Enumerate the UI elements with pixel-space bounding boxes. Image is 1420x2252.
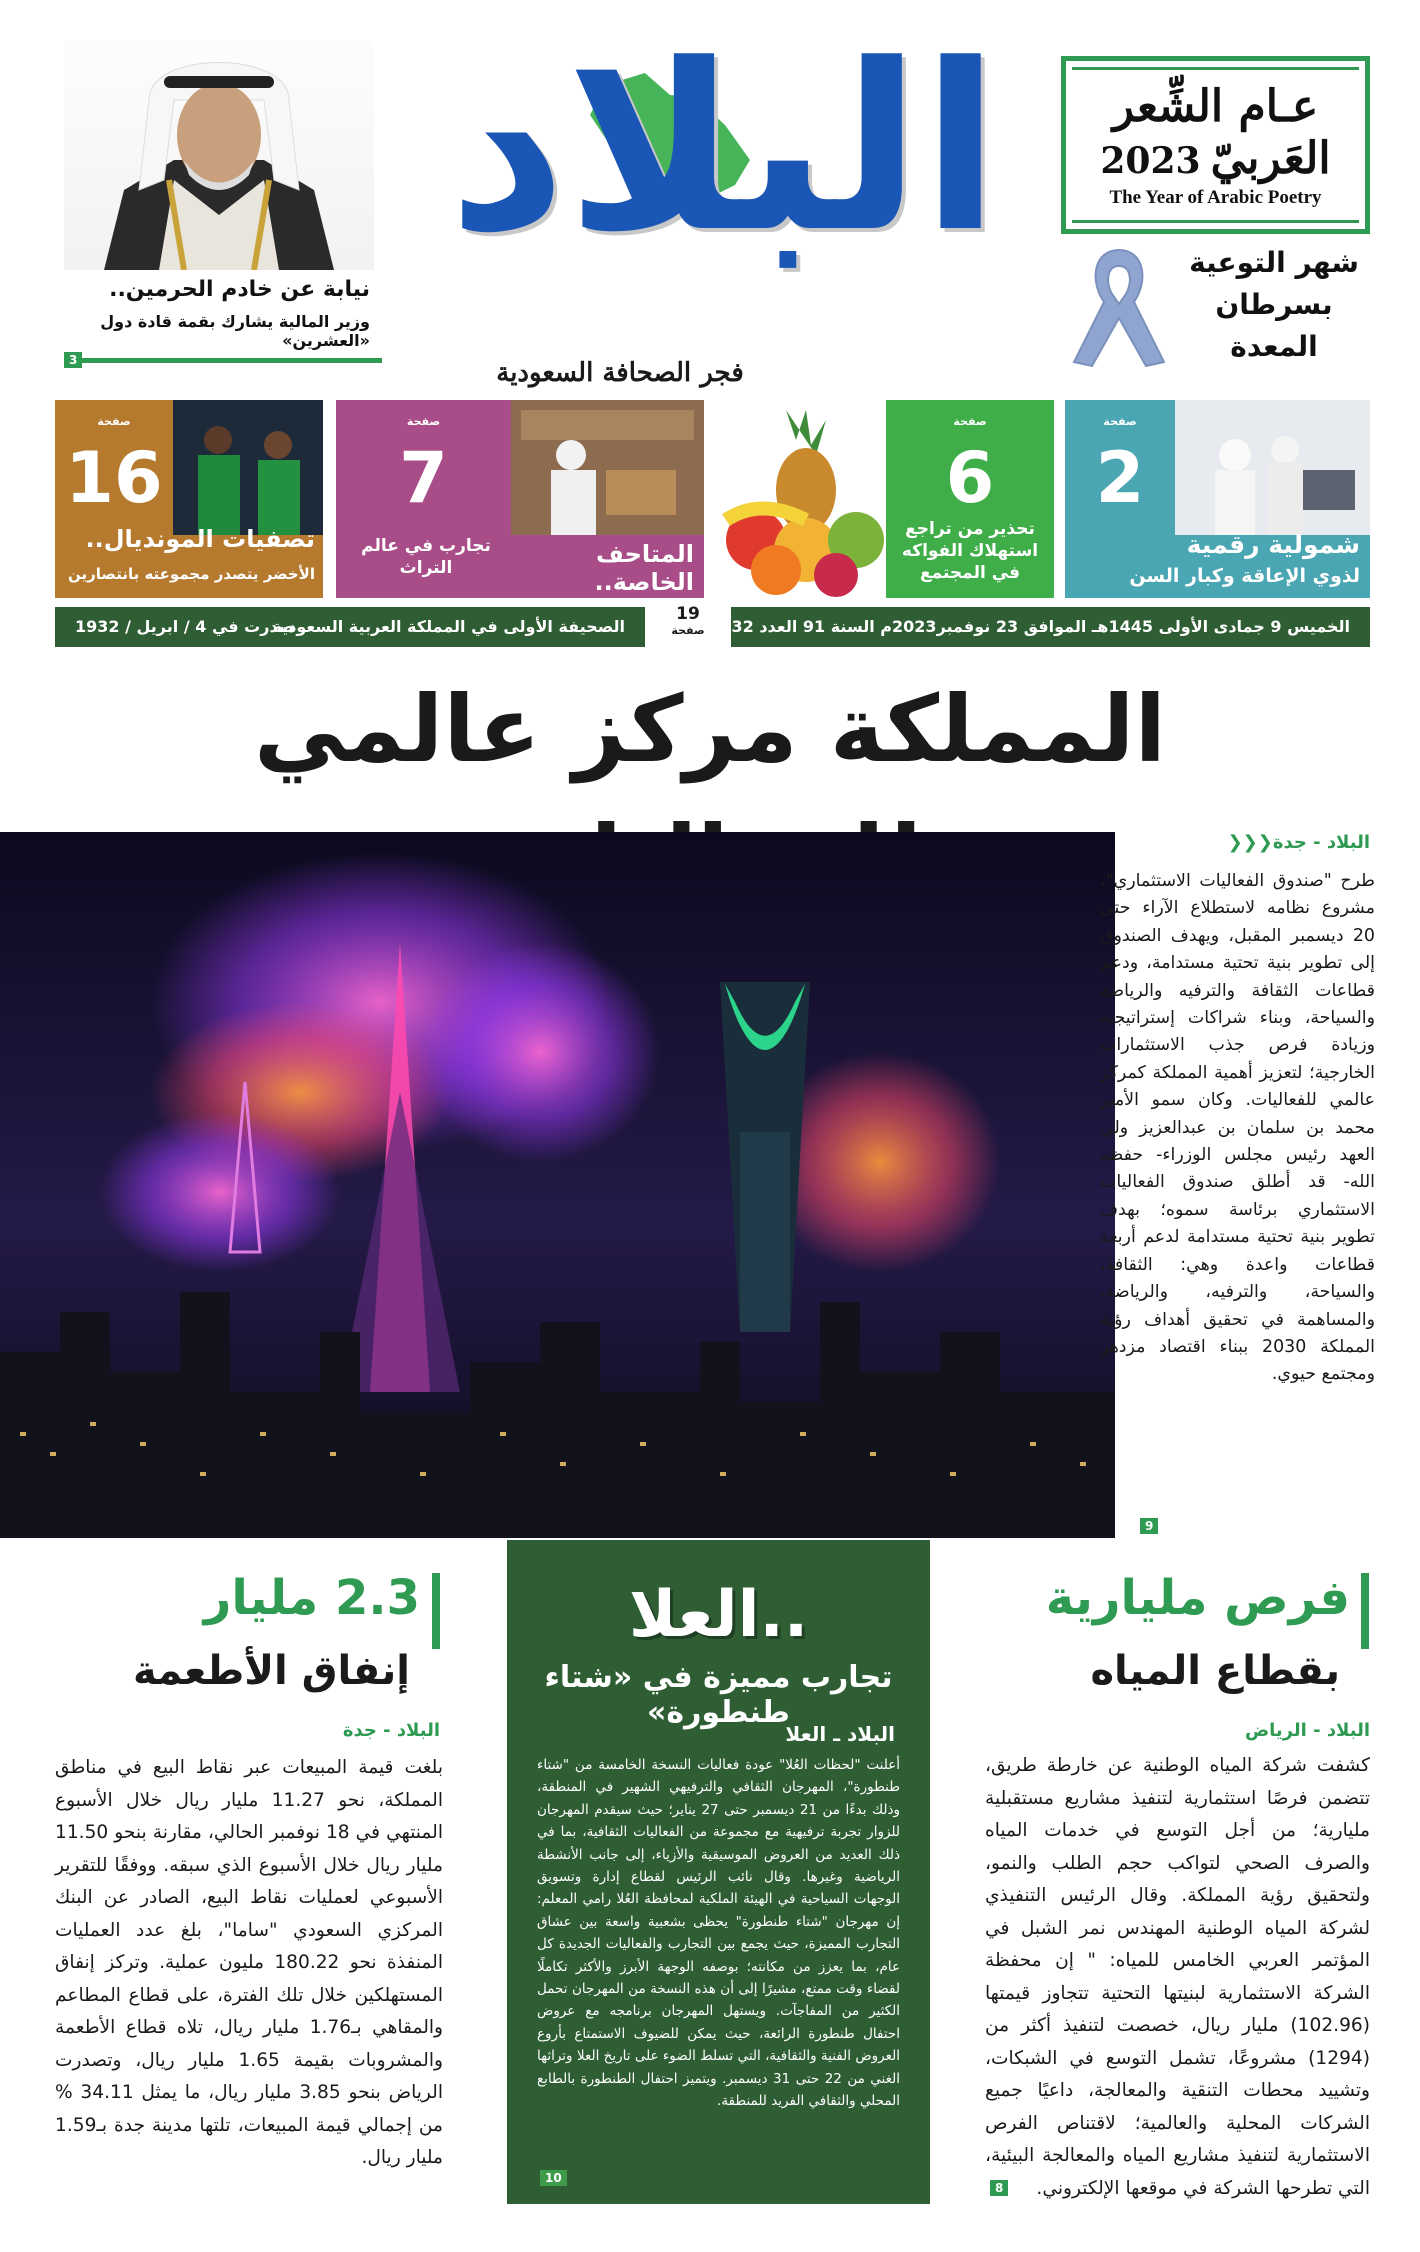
logo-tagline: فجر الصحافة السعودية — [496, 358, 744, 388]
alula-page-tag[interactable]: 10 — [540, 2170, 567, 2186]
alula-byline: البلاد ـ العلا — [785, 1722, 895, 1746]
teaser-photo — [716, 400, 886, 598]
issue-date-bar — [698, 607, 1370, 647]
teaser-green-panel: صفحة 6 تحذير من تراجع استهلاك الفواكه في المجتمع — [886, 400, 1054, 598]
main-article-body: طرح "صندوق الفعاليات الاستثماري"، مشروع نظامه لاستطلاع الآراء حتى 20 ديسمبر المقبل، ويهدف الصندوق إلى تطوير بنية تحتية مستدامة، ودعم قطاعات الثقافة والترفيه والرياضة والسياحة، وبناء شراكات إستراتيجية وزيادة فرص جذب الاستثمارات الخارجية؛ لتعزيز أهمية المملكة كمركز عالمي للفعاليات. وكان سمو الأمير محمد بن سلمان بن عبدالعزيز ولي العهد رئيس مجلس الوزراء- حفظه الله- قد أطلق صندوق الفعاليات الاستثماري برئاسة سموه؛ بهدف تطوير بنية تحتية مستدامة لدعم أربعة قطاعات واعدة وهي: الثقافة، والسياحة، والترفيه، والرياضة، والمساهمة في تحقيق أهداف رؤية المملكة 2030 ببناء اقتصاد مزدهر ومجتمع حيوي. — [1100, 871, 1375, 1385]
newspaper-logo[interactable] — [448, 16, 1020, 388]
food-accent-bar — [432, 1573, 440, 1649]
teaser-photo — [173, 400, 323, 535]
water-subtitle[interactable]: بقطاع المياه — [1090, 1648, 1340, 1694]
pages-count: 19 صفحة — [671, 604, 705, 637]
main-article-page-tag[interactable]: 9 — [1140, 1518, 1158, 1534]
teaser-subtitle: لذوي الإعاقة وكبار السن — [1129, 565, 1360, 587]
food-body: بلغت قيمة المبيعات عبر نقاط البيع في مناطق المملكة، نحو 11.27 مليار ريال خلال الأسبوع المنتهي في 18 نوفمبر الحالي، مقارنة بنحو 11.50 مليار ريال خلال الأسبوع الذي سبقه. ووفقًا للتقرير الأسبوعي لعمليات نقاط البيع، الصادر عن البنك المركزي السعودي "ساما"، بلغ عدد العمليات المنفذة نحو 180.22 مليون عملية. وتركز إنفاق المستهلكين خلال تلك الفترة، على قطاع المطاعم والمقاهي بـ1.76 مليار ريال، تلاه قطاع الأطعمة والمشروبات بقيمة 1.65 مليار ريال، وتصدرت الرياض بنحو 3.85 مليار ريال، ما يمثل 34.11 % من إجمالي قيمة المبيعات، تلتها مدينة جدة بـ1.59 مليار ريال. — [55, 1757, 444, 2168]
teaser-subtitle: تجارب في عالم التراث — [361, 536, 491, 578]
food-title[interactable]: 2.3 مليار — [203, 1570, 420, 1626]
teaser-world-cup-qualifiers[interactable] — [55, 400, 323, 598]
food-subtitle[interactable]: إنفاق الأطعمة — [132, 1648, 410, 1694]
king-page-tag[interactable]: 3 — [64, 352, 82, 368]
main-headline[interactable]: المملكة مركز عالمي — [254, 676, 1166, 783]
teaser-photo — [511, 400, 704, 535]
alula-title[interactable]: العلا.. — [628, 1578, 809, 1652]
teaser-title: المتاحف الخاصة.. — [594, 540, 694, 596]
teaser-private-museums[interactable] — [336, 400, 704, 598]
chevrons-icon: ❮❮❮ — [1227, 832, 1273, 853]
first-paper-label: الصحيفة الأولى في المملكة العربية السعودية — [272, 617, 625, 636]
king-divider — [64, 358, 382, 363]
food-byline: البلاد - جدة — [342, 1720, 440, 1741]
water-byline: البلاد - الرياض — [1244, 1720, 1370, 1741]
water-body: كشفت شركة المياه الوطنية عن خارطة طريق، تتضمن فرصًا استثمارية لتنفيذ مشاريع مستقبلية مليارية؛ من أجل التوسع في خدمات المياه والصرف الصحي لتواكب حجم الطلب والنمو، ولتحقيق رؤية المملكة. وقال الرئيس التنفيذي لشركة المياه الوطنية المهندس نمر الشبل في المؤتمر العربي الخامس للمياه: " إن محفظة الشركة الاستثمارية لبنيتها التحتية تتجاوز قيمتها (102.96) مليار ريال، خصصت لتنفيذ أكثر من (1294) مشروعًا، تشمل التوسع في الشبكات، وتشييد محطات التنقية والمعالجة، داعيًا جميع الشركات المحلية والعالمية؛ لاقتناص الفرص الاستثمارية لتنفيذ مشاريع المياه والمعالجة البيئية، التي تطرحها الشركة في موقعها الإلكتروني. — [985, 1755, 1370, 2199]
poetry-ar-line2: العَربيّ — [1210, 133, 1331, 184]
teaser-page-box: صفحة 2 — [1065, 400, 1175, 530]
alula-box — [507, 1540, 930, 2204]
teaser-subtitle: الأخضر يتصدر مجموعته بانتصارين — [68, 565, 315, 583]
king-caption-title[interactable]: نيابة عن خادم الحرمين.. — [109, 277, 370, 302]
teaser-page-number: 7 — [399, 437, 448, 519]
water-page-tag[interactable]: 8 — [990, 2180, 1008, 2196]
water-accent-bar — [1361, 1573, 1369, 1649]
king-caption-subtitle[interactable]: وزير المالية يشارك بقمة قادة دول «العشرين» — [100, 312, 370, 350]
founded-label: صدرت في 4 / ابريل / 1932 — [75, 617, 295, 636]
cancer-awareness — [1064, 240, 1374, 370]
alula-subtitle[interactable]: تجارب مميزة في «شتاء طنطورة» — [544, 1660, 893, 1730]
main-article-byline: البلاد - جدة❮❮❮ — [1227, 832, 1370, 853]
poetry-year: 2023 — [1100, 140, 1201, 182]
paper-info-bar — [55, 607, 645, 647]
logo-text: البلاد — [448, 16, 1000, 283]
water-title[interactable]: فرص مليارية — [1045, 1570, 1350, 1626]
poetry-ar-line1: عـام الشِّعر — [1112, 81, 1319, 132]
cancer-awareness-text: شهر التوعية بسرطان المعدة — [1189, 246, 1359, 363]
teaser-photo — [1175, 400, 1370, 535]
awareness-ribbon-icon — [1064, 240, 1174, 368]
teaser-page-box: صفحة 16 — [55, 400, 173, 535]
teaser-page-number: 16 — [65, 437, 163, 519]
teaser-title: تصفيات المونديال.. — [85, 525, 315, 553]
teaser-page-number: 2 — [1095, 437, 1145, 519]
issue-date: الخميس 9 جمادى الأولى 1445هـ الموافق 23 نوفمبر2023م السنة 91 العدد 24032 — [698, 617, 1350, 636]
poetry-year-logo — [1061, 56, 1370, 234]
teaser-fruit-consumption[interactable] — [716, 400, 1054, 598]
teaser-page-box: صفحة 7 — [336, 400, 511, 535]
teaser-title: شمولية رقمية — [1186, 530, 1360, 559]
poetry-en: The Year of Arabic Poetry — [1109, 187, 1322, 208]
alula-body: أعلنت "لحظات العُلا" عودة فعاليات النسخة الخامسة من "شتاء طنطورة"، المهرجان الثقافي والترفيهي الشهير في المنطقة، وذلك بدءًا من 21 ديسمبر حتى 27 يناير؛ حيث سيقدم المهرجان للزوار تجربة ترفيهية مع مجموعة من الفعاليات الثقافية، بما في ذلك العديد من العروض الموسيقية والأزياء، إلى جانب الأنشطة الرياضية وغيرها. وقال نائب الرئيس لقطاع إدارة وتسويق الوجهات السياحية في الهيئة الملكية لمحافظة العُلا رامي المعلم: إن مهرجان "شتاء طنطورة" يحظى بشعبية واسعة بين عشاق التجارب المميزة، حيث يجمع بين التجارب والفعاليات الجديدة كل عام، بما يعزز من مكانته؛ بوصفه الوجهة الأبرز والأكثر تكاملًا لقضاء وقت ممتع، مشيرًا إلى أن هذه النسخة من المهرجان تحمل الكثير من المفاجآت. ويستهل المهرجان برنامجه مع عروض احتفال طنطورة الرائعة، حيث يمكن للضيوف الاستمتاع بأروع العروض الفنية والثقافية، التي تسلط الضوء على تاريخ العلا وتراثها الغني من 22 حتى 31 ديسمبر. ويتميز احتفال الطنطورة بالطابع المحلي والثقافي الفريد للمنطقة. — [537, 1757, 901, 2110]
masthead — [0, 0, 1420, 388]
teaser-digital-inclusion[interactable] — [1065, 400, 1370, 598]
teaser-page-number: 6 — [945, 437, 995, 519]
teaser-title: تحذير من تراجع استهلاك الفواكه في المجتمع — [901, 519, 1039, 583]
king-photo — [64, 40, 374, 270]
riyadh-fireworks-photo — [0, 832, 1115, 1538]
